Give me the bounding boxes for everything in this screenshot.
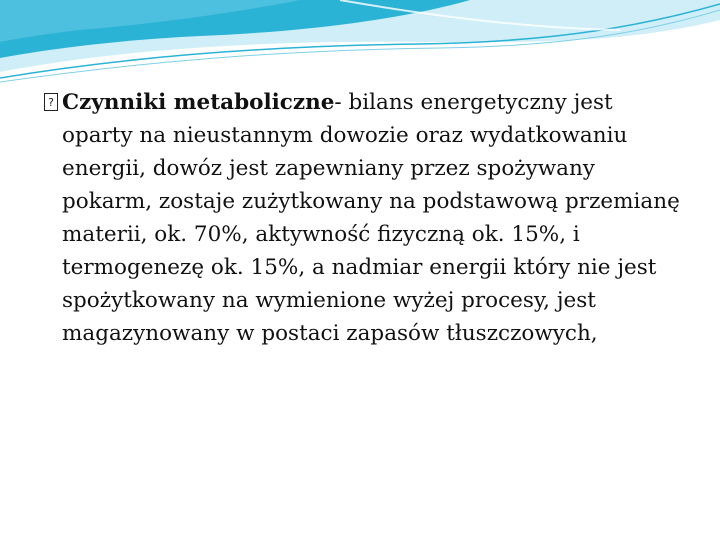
lead-term: Czynniki metaboliczne [62,90,335,115]
missing-glyph-box-icon [44,93,58,111]
header-wave-decoration [0,0,720,90]
paragraph-text: - bilans energetyczny jest oparty na nieustannym dowozie oraz wydatkowaniu energii, dowóz jest zapewniany przez spożywany pokarm, zostaje zużytkowany na podstawową przemianę materii, ok. 70%, aktywność fizyczną ok. 15%, i termogenezę ok. 15%, a nadmiar energii który nie jest spożytkowany na wymienione wyżej procesy, jest magazynowany w postaci zapasów tłuszczowych, [62,90,680,346]
slide-body [44,86,684,350]
bullet-paragraph [44,86,684,350]
